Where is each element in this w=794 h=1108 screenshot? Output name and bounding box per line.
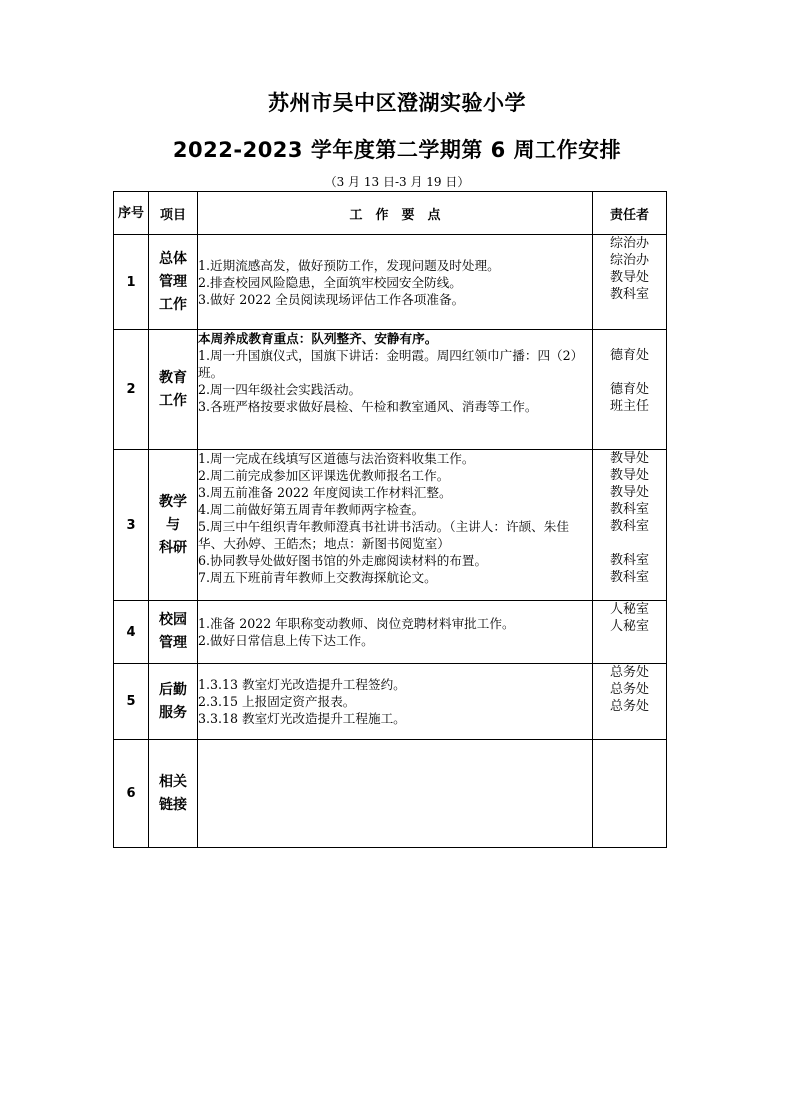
work-item: 5.周三中午组织青年教师澄真书社讲书活动。（主讲人：许颉、朱佳华、大孙婷、王皓杰；地点：新图书阅览室）: [198, 519, 569, 551]
row-seq: 2: [114, 330, 149, 450]
document-title: 2022-2023 学年度第二学期第 6 周工作安排: [172, 138, 622, 162]
project-label-line: 工作: [159, 392, 187, 409]
project-label-line: 教学: [159, 493, 187, 510]
owner-name: 综治办: [609, 253, 649, 268]
row-project: [149, 235, 198, 330]
row-seq: 4: [114, 601, 149, 664]
project-label-line: 工作: [159, 296, 187, 313]
work-item: 2.排查校园风险隐患，全面筑牢校园安全防线。: [198, 274, 462, 290]
owner-name: [593, 364, 666, 381]
project-label-line: 管理: [159, 273, 187, 290]
work-item: 4.周二前做好第五周青年教师两字检查。: [198, 502, 425, 517]
row-owners: [593, 740, 667, 848]
work-item: 2.做好日常信息上传下达工作。: [198, 633, 374, 648]
owner-name: 教科室: [609, 519, 649, 534]
row-seq: 1: [114, 235, 149, 330]
row-project: [149, 740, 198, 848]
header-seq: 序号: [114, 192, 149, 235]
header-owner: 责任者: [593, 192, 667, 235]
table-row: [114, 664, 667, 740]
work-item: 2.周二前完成参加区评课选优教师报名工作。: [198, 468, 450, 483]
project-label-line: 后勤: [159, 681, 187, 698]
project-label-line: 科研: [159, 539, 187, 556]
work-plan-table: [113, 191, 667, 848]
owner-name: 教科室: [609, 553, 649, 568]
row-seq: 5: [114, 664, 149, 740]
row-project: [149, 664, 198, 740]
row-work-points: [198, 740, 593, 848]
work-item: 1.3.13 教室灯光改造提升工程签约。: [198, 677, 406, 692]
date-range: （3 月 13 日-3 月 19 日）: [324, 175, 470, 189]
project-label-line: 教育: [159, 369, 187, 386]
project-label-line: 总体: [159, 250, 187, 267]
row-project: [149, 450, 198, 601]
row-owners: [593, 235, 667, 330]
owner-name: 教导处: [609, 468, 649, 483]
header-work-points: 工 作 要 点: [198, 192, 593, 235]
work-item: 6.协同教导处做好图书馆的外走廊阅读材料的布置。: [198, 553, 488, 568]
work-item: 2.3.15 上报固定资产报表。: [198, 694, 356, 709]
row-work-points: [198, 450, 593, 601]
header-project: 项目: [149, 192, 198, 235]
work-item: 1.周一升国旗仪式，国旗下讲话：金明霞。周四红领巾广播：四（2）班。: [198, 348, 584, 380]
work-item: 3.做好 2022 全员阅读现场评估工作各项准备。: [198, 291, 465, 307]
owner-name: 总务处: [609, 682, 649, 697]
work-item: 3.各班严格按要求做好晨检、午检和教室通风、消毒等工作。: [198, 399, 538, 414]
table-header-row: [114, 192, 667, 235]
owner-name: 教科室: [609, 287, 649, 302]
row-seq: 3: [114, 450, 149, 601]
owner-name: 总务处: [609, 699, 649, 714]
table-row: [114, 235, 667, 330]
owner-name: 教科室: [609, 570, 649, 585]
project-label-line: 链接: [159, 796, 187, 813]
owner-name: 人秘室: [609, 602, 649, 617]
table-row: [114, 450, 667, 601]
project-label-line: 校园: [159, 612, 187, 628]
table-row: [114, 330, 667, 450]
row-seq: 6: [114, 740, 149, 848]
table-row: [114, 740, 667, 848]
row-project: [149, 601, 198, 664]
owner-name: 德育处: [609, 382, 649, 397]
owner-name: 人秘室: [609, 619, 649, 634]
row-owners: [593, 450, 667, 601]
owner-name: 教科室: [609, 502, 649, 517]
owner-name: [593, 535, 666, 552]
owner-name: 教导处: [609, 485, 649, 500]
work-item: 3.3.18 教室灯光改造提升工程施工。: [198, 711, 406, 726]
project-label-line: 与: [166, 516, 180, 533]
school-name: 苏州市吴中区澄湖实验小学: [268, 91, 526, 115]
work-item: 2.周一四年级社会实践活动。: [198, 382, 362, 397]
row-project: [149, 330, 198, 450]
work-item: 3.周五前准备 2022 年度阅读工作材料汇整。: [198, 485, 452, 500]
row-owners: [593, 664, 667, 740]
work-item: 1.周一完成在线填写区道德与法治资料收集工作。: [198, 451, 475, 466]
row-owners: [593, 330, 667, 450]
work-item: 1.近期流感高发，做好预防工作，发现问题及时处理。: [198, 257, 500, 273]
owner-name: 德育处: [609, 348, 649, 363]
owner-name: [593, 330, 666, 347]
owner-name: 综治办: [609, 236, 649, 251]
owner-name: 教导处: [609, 270, 649, 285]
focus-heading: 本周养成教育重点：队列整齐、安静有序。: [198, 331, 438, 346]
work-item: 7.周五下班前青年教师上交教海探航论文。: [198, 570, 437, 585]
row-work-points: [198, 330, 593, 450]
owner-name: 班主任: [609, 399, 649, 414]
table-row: [114, 601, 667, 664]
row-owners: [593, 601, 667, 664]
project-label-line: 相关: [159, 773, 187, 790]
owner-name: 教导处: [609, 451, 649, 466]
row-work-points: [198, 235, 593, 330]
row-work-points: [198, 601, 593, 664]
project-label-line: 管理: [159, 635, 187, 651]
owner-name: 总务处: [609, 665, 649, 680]
row-work-points: [198, 664, 593, 740]
work-item: 1.准备 2022 年职称变动教师、岗位竞聘材料审批工作。: [198, 616, 515, 631]
project-label-line: 服务: [159, 704, 187, 721]
